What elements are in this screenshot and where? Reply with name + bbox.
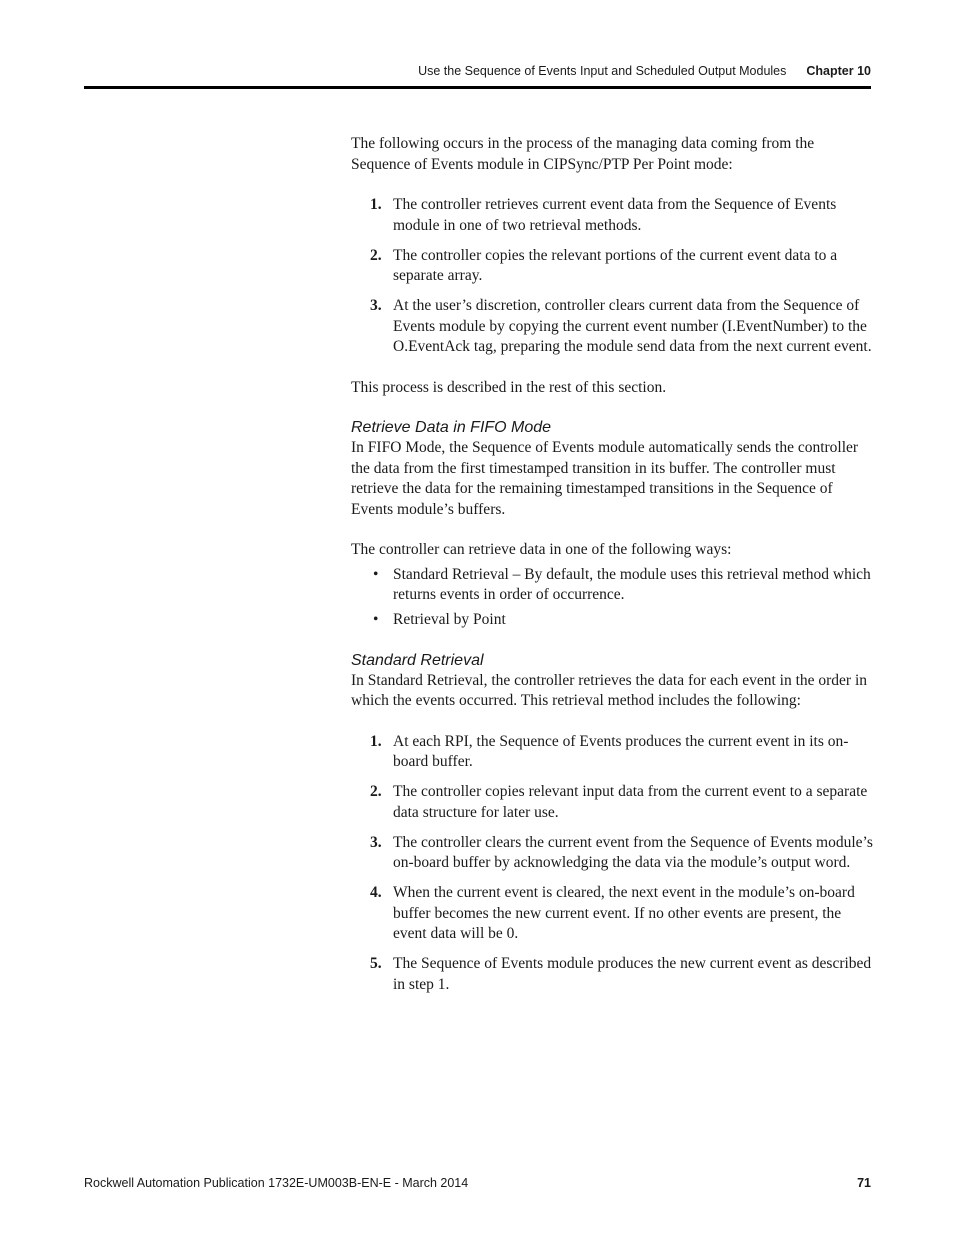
step-number: 2. bbox=[370, 246, 382, 264]
intro-paragraph: The following occurs in the process of the managing data coming from the Sequence of Events module in CIPSync/PTP Per Point mode: bbox=[351, 135, 815, 173]
standard-paragraph: In Standard Retrieval, the controller retrieves the data for each event in the order in which the events occurred. This retrieval method includes the following: bbox=[351, 671, 868, 709]
page-header bbox=[84, 64, 871, 89]
step-number: 3. bbox=[370, 833, 382, 851]
chapter-label: Chapter 10 bbox=[806, 64, 871, 78]
step-text: The controller clears the current event from the Sequence of Events module’s on-board buffer by acknowledging the data via the module’s output word. bbox=[393, 833, 873, 871]
step-number: 3. bbox=[370, 297, 382, 314]
list-item bbox=[351, 954, 873, 995]
bullet-marker: • bbox=[373, 611, 379, 628]
list-item bbox=[351, 732, 873, 773]
list-item bbox=[351, 195, 873, 236]
step-number: 1. bbox=[370, 196, 382, 213]
bullet-marker: • bbox=[373, 565, 379, 583]
process-note: This process is described in the rest of this section. bbox=[351, 378, 667, 396]
list-item bbox=[351, 610, 873, 631]
step-text: When the current event is cleared, the next event in the module’s on-board buffer becomes the new current event. If no other events are present, the event data will be 0. bbox=[393, 884, 855, 942]
step-text: The controller retrieves current event data from the Sequence of Events module in one of two retrieval methods. bbox=[393, 196, 837, 234]
step-number: 1. bbox=[370, 732, 382, 750]
page-number: 71 bbox=[857, 1176, 871, 1190]
section-title: Use the Sequence of Events Input and Scheduled Output Modules bbox=[418, 64, 787, 78]
process-steps-list bbox=[351, 195, 873, 358]
list-item bbox=[351, 782, 873, 823]
step-text: The controller copies relevant input data from the current event to a separate data structure for later use. bbox=[393, 783, 868, 821]
bullet-text: Standard Retrieval – By default, the module uses this retrieval method which returns events in order of occurrence. bbox=[393, 565, 871, 603]
step-text: The Sequence of Events module produces the new current event as described in step 1. bbox=[393, 955, 872, 993]
step-number: 4. bbox=[370, 884, 382, 901]
page-footer bbox=[84, 1176, 871, 1190]
list-item bbox=[351, 883, 873, 945]
list-item bbox=[351, 246, 873, 287]
ways-intro: The controller can retrieve data in one of the following ways: bbox=[351, 541, 732, 558]
step-text: At the user’s discretion, controller clears current data from the Sequence of Events module by copying the current event number (I.EventNumber) to the O.EventAck tag, preparing the module send data from the next current event. bbox=[393, 297, 872, 355]
list-item bbox=[351, 565, 873, 606]
list-item bbox=[351, 296, 873, 358]
fifo-paragraph: In FIFO Mode, the Sequence of Events module automatically sends the controller the data from the first timestamped transition in its buffer. The controller must retrieve the data for the remaining timestamped transitions in the Sequence of Events module’s buffers. bbox=[351, 439, 859, 518]
step-text: The controller copies the relevant portions of the current event data to a separate array. bbox=[393, 246, 838, 284]
step-number: 2. bbox=[370, 783, 382, 800]
step-number: 5. bbox=[370, 955, 382, 972]
standard-steps-list bbox=[351, 732, 873, 996]
step-text: At each RPI, the Sequence of Events produces the current event in its on-board buffer. bbox=[393, 732, 849, 770]
publication-info: Rockwell Automation Publication 1732E-UM003B-EN-E - March 2014 bbox=[84, 1176, 469, 1190]
page-content bbox=[351, 134, 873, 1015]
bullet-text: Retrieval by Point bbox=[393, 611, 506, 628]
fifo-heading: Retrieve Data in FIFO Mode bbox=[351, 419, 552, 436]
standard-heading: Standard Retrieval bbox=[351, 651, 484, 669]
retrieval-ways-list bbox=[351, 565, 873, 631]
list-item bbox=[351, 833, 873, 874]
